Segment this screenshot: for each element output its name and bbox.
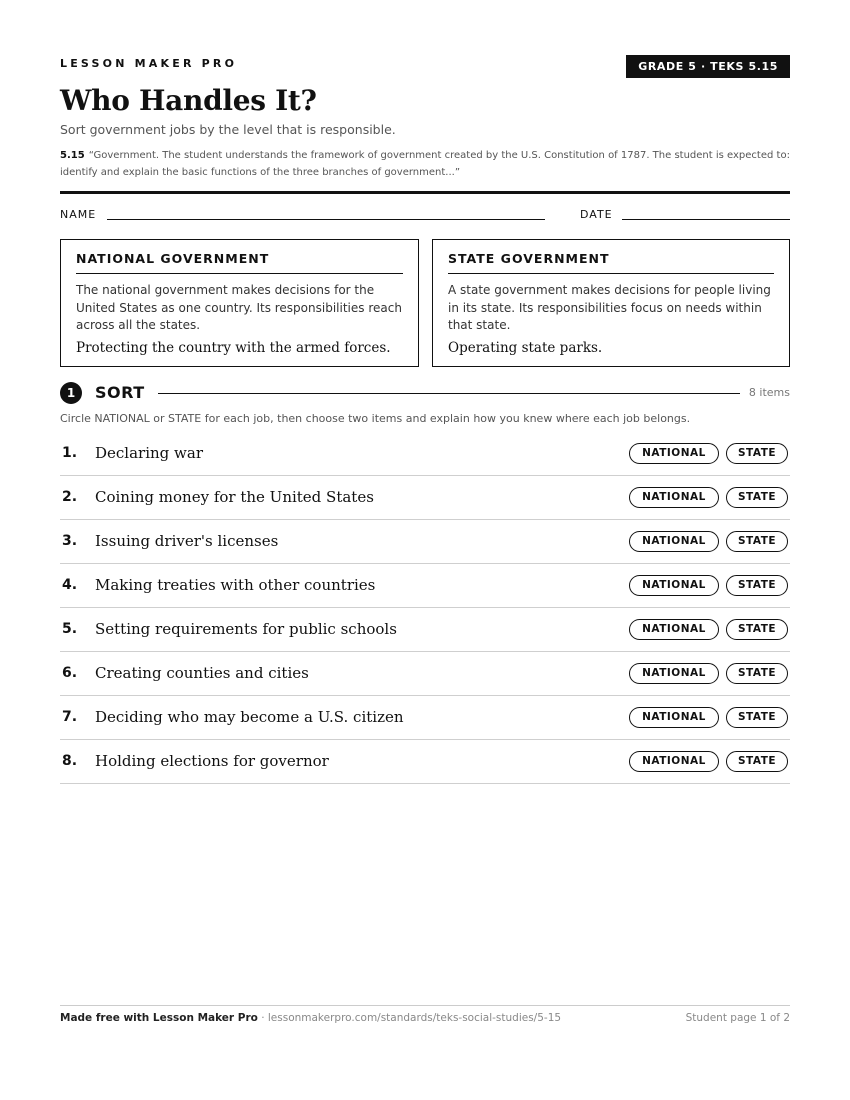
national-option[interactable]: NATIONAL — [629, 443, 719, 464]
worksheet-page — [60, 0, 790, 1100]
date-field[interactable] — [622, 219, 790, 220]
national-government-box — [60, 239, 419, 367]
section-header — [60, 381, 790, 405]
item-text: Holding elections for governor — [95, 752, 329, 770]
item-count: 8 items — [748, 386, 790, 399]
state-option[interactable]: STATE — [726, 575, 788, 596]
state-option[interactable]: STATE — [726, 619, 788, 640]
state-option[interactable]: STATE — [726, 707, 788, 728]
section-divider — [158, 393, 740, 394]
list-item — [60, 696, 790, 740]
name-field[interactable] — [107, 219, 545, 220]
date-label: DATE — [580, 208, 613, 221]
list-item — [60, 476, 790, 520]
state-option[interactable]: STATE — [726, 443, 788, 464]
footer-made-with: Made free with Lesson Maker Pro — [60, 1012, 258, 1024]
national-option[interactable]: NATIONAL — [629, 575, 719, 596]
national-option[interactable]: NATIONAL — [629, 663, 719, 684]
section-number-badge: 1 — [60, 382, 82, 404]
national-option[interactable]: NATIONAL — [629, 751, 719, 772]
name-label: NAME — [60, 208, 97, 221]
page-subtitle: Sort government jobs by the level that is responsible. — [60, 122, 396, 137]
standard-quote: “Government. The student understands the framework of government created by the U.S. Constitution of 1787. The student is expected to: identify and explain the basic functions of the three branches of government...” — [60, 150, 790, 178]
item-text: Declaring war — [95, 444, 203, 462]
item-text: Deciding who may become a U.S. citizen — [95, 708, 404, 726]
section-title: SORT — [95, 383, 145, 402]
list-item — [60, 564, 790, 608]
item-number: 3. — [62, 533, 78, 549]
standard-text — [60, 147, 790, 181]
state-option[interactable]: STATE — [726, 487, 788, 508]
item-text: Issuing driver's licenses — [95, 532, 279, 550]
list-item — [60, 740, 790, 784]
item-number: 6. — [62, 665, 78, 681]
national-option[interactable]: NATIONAL — [629, 487, 719, 508]
item-text: Making treaties with other countries — [95, 576, 376, 594]
section-instructions: Circle NATIONAL or STATE for each job, then choose two items and explain how you knew where each job belongs. — [60, 412, 691, 425]
item-number: 4. — [62, 577, 78, 593]
item-number: 7. — [62, 709, 78, 725]
box-example: Operating state parks. — [448, 339, 603, 356]
box-title: NATIONAL GOVERNMENT — [76, 251, 403, 274]
state-option[interactable]: STATE — [726, 531, 788, 552]
national-option[interactable]: NATIONAL — [629, 619, 719, 640]
brand-name: LESSON MAKER PRO — [60, 57, 238, 70]
state-option[interactable]: STATE — [726, 751, 788, 772]
list-item — [60, 432, 790, 476]
item-text: Setting requirements for public schools — [95, 620, 397, 638]
state-government-box — [432, 239, 790, 367]
box-title: STATE GOVERNMENT — [448, 251, 774, 274]
footer-url: · lessonmakerpro.com/standards/teks-social-studies/5-15 — [257, 1012, 562, 1024]
standard-code: 5.15 — [60, 150, 85, 161]
page-title: Who Handles It? — [60, 84, 317, 117]
name-date-row — [60, 207, 790, 223]
grade-badge: GRADE 5 · TEKS 5.15 — [626, 55, 790, 78]
footer-page-number: Student page 1 of 2 — [685, 1012, 790, 1024]
national-option[interactable]: NATIONAL — [629, 707, 719, 728]
list-item — [60, 652, 790, 696]
box-description: The national government makes decisions for the United States as one country. Its responsibilities reach across all the states. — [76, 283, 402, 332]
item-number: 1. — [62, 445, 78, 461]
list-item — [60, 608, 790, 652]
sort-item-list — [60, 432, 790, 784]
footer-credit — [60, 1012, 561, 1024]
item-number: 5. — [62, 621, 78, 637]
state-option[interactable]: STATE — [726, 663, 788, 684]
item-number: 8. — [62, 753, 78, 769]
header-divider — [60, 191, 790, 194]
item-number: 2. — [62, 489, 78, 505]
footer-divider — [60, 1005, 790, 1006]
box-example: Protecting the country with the armed forces. — [76, 339, 391, 356]
item-text: Creating counties and cities — [95, 664, 309, 682]
list-item — [60, 520, 790, 564]
box-description: A state government makes decisions for people living in its state. Its responsibilities focus on needs within that state. — [448, 283, 771, 332]
national-option[interactable]: NATIONAL — [629, 531, 719, 552]
item-text: Coining money for the United States — [95, 488, 374, 506]
